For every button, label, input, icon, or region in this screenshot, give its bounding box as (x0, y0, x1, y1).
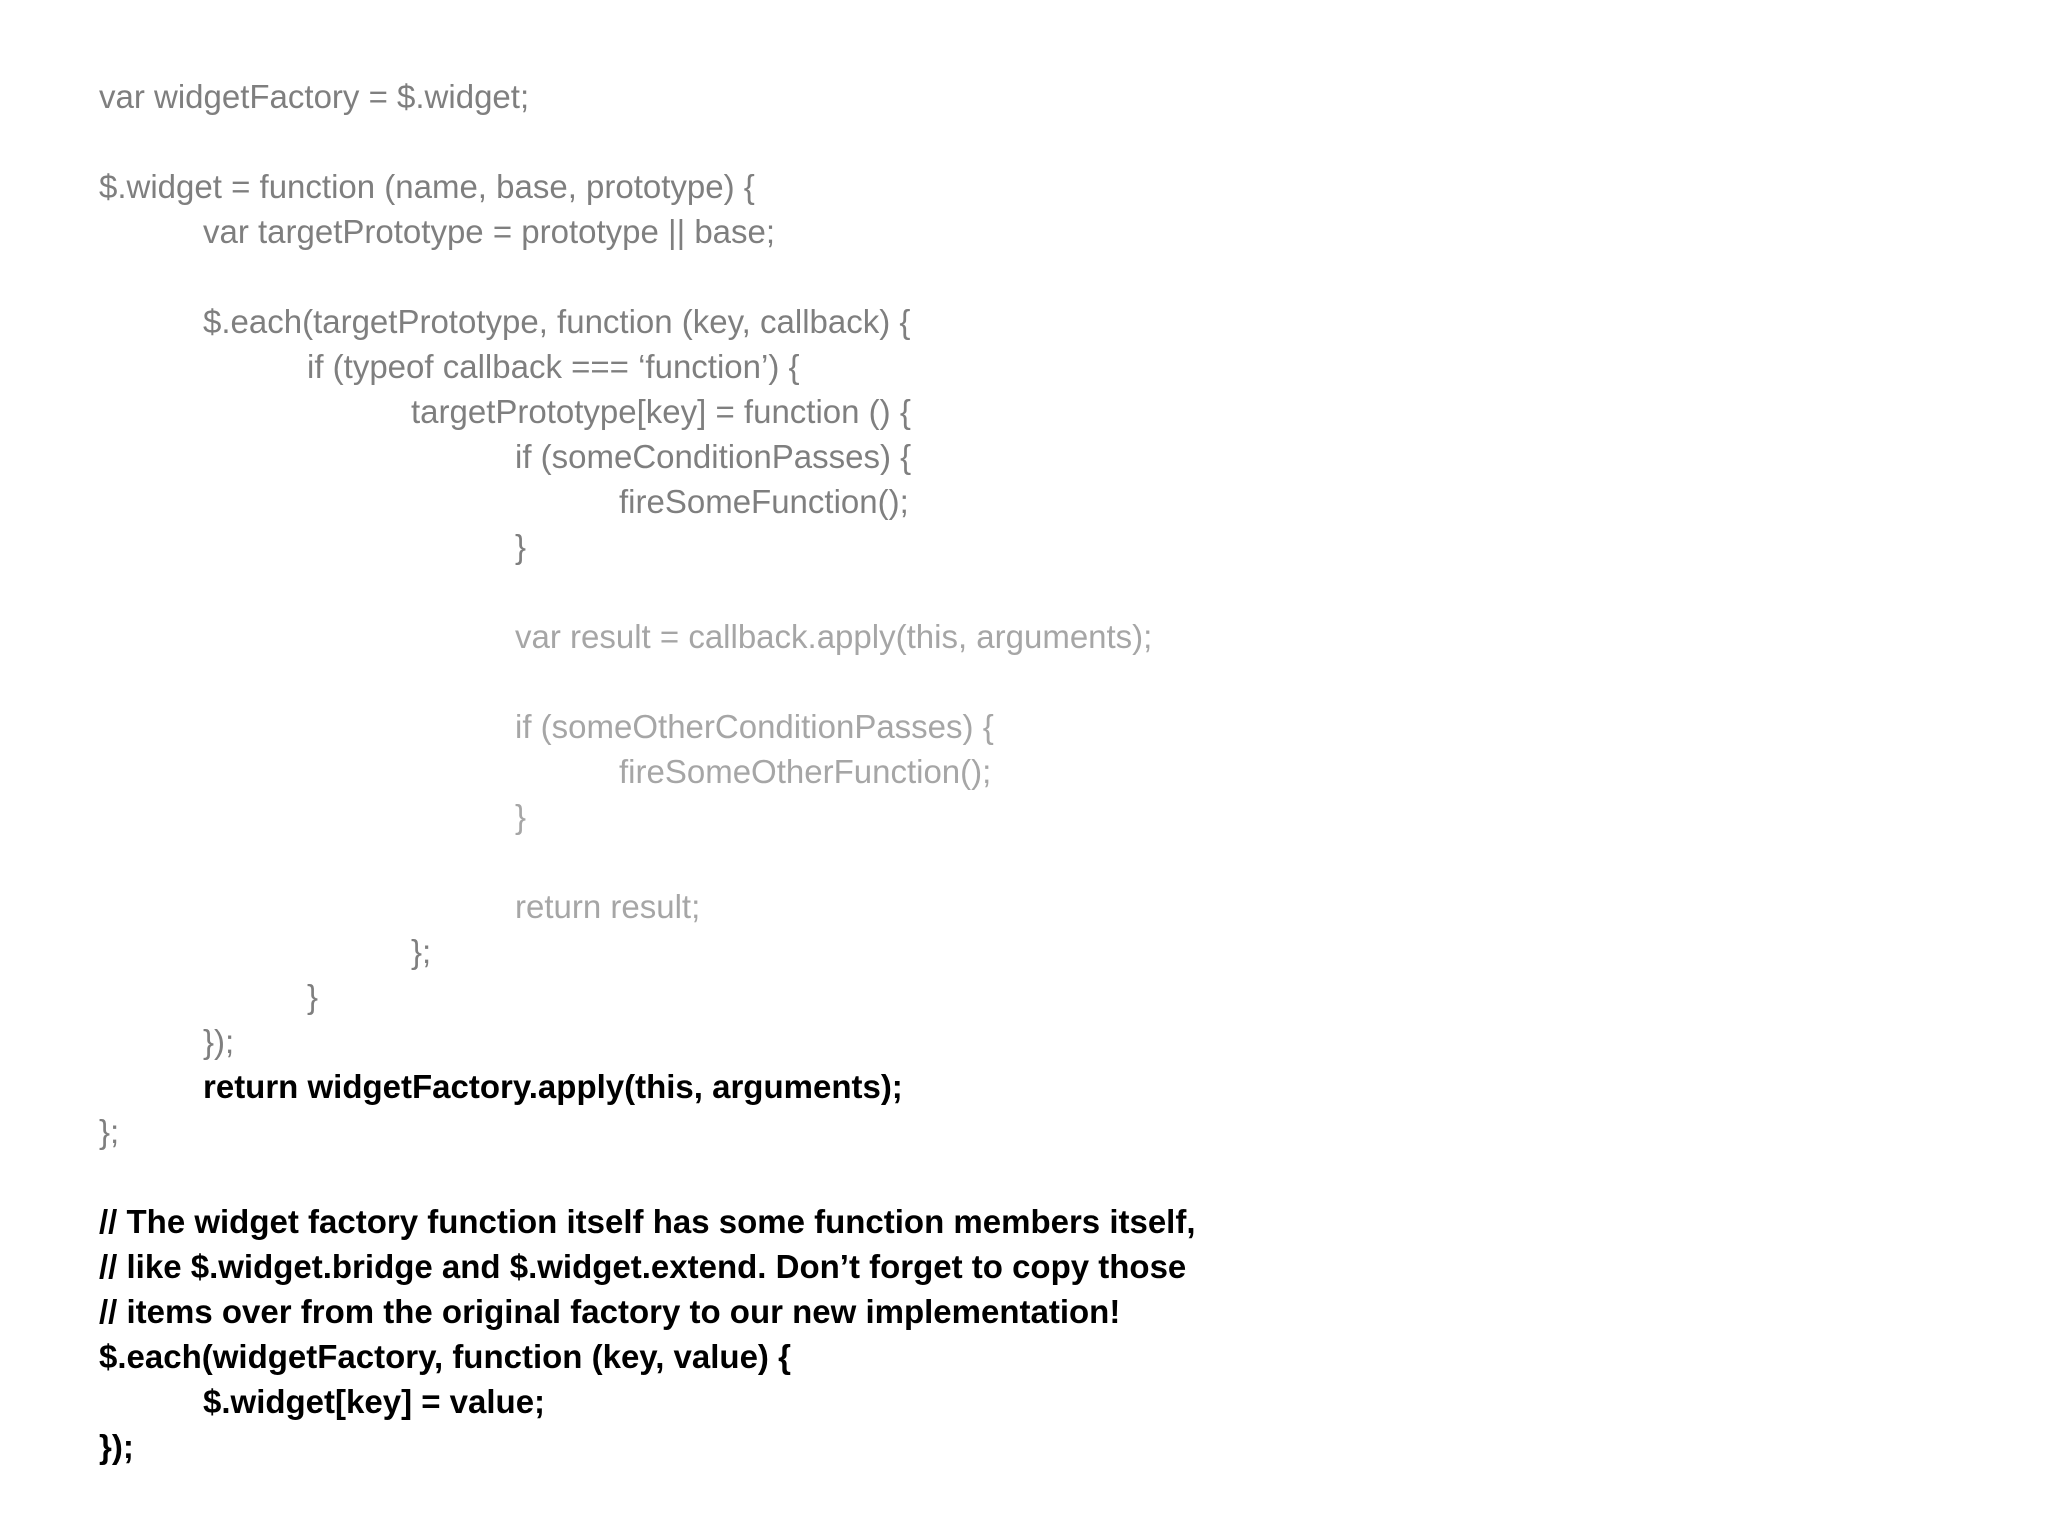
code-line: $.each(targetPrototype, function (key, callback) { (203, 303, 911, 340)
code-line: return result; (515, 888, 701, 925)
code-line: // The widget factory function itself has some function members itself, (99, 1203, 1196, 1240)
code-line: }; (99, 1113, 120, 1150)
code-line: var widgetFactory = $.widget; (99, 78, 530, 115)
code-line: // items over from the original factory to our new implementation! (99, 1293, 1121, 1330)
code-line: if (typeof callback === ‘function’) { (307, 348, 800, 385)
code-line (99, 659, 1999, 704)
code-line: return widgetFactory.apply(this, arguments); (203, 1068, 903, 1105)
code-line: fireSomeFunction(); (619, 483, 909, 520)
code-line: $.widget[key] = value; (203, 1383, 546, 1420)
code-line: } (307, 978, 319, 1015)
code-block (99, 74, 1999, 1469)
code-line: var result = callback.apply(this, arguments); (515, 618, 1153, 655)
code-line: if (someConditionPasses) { (515, 438, 912, 475)
code-line: }); (99, 1428, 134, 1465)
code-line (99, 1154, 1999, 1199)
code-line (99, 119, 1999, 164)
code-line: } (515, 798, 527, 835)
code-line: fireSomeOtherFunction(); (619, 753, 992, 790)
code-line: $.each(widgetFactory, function (key, value) { (99, 1338, 791, 1375)
code-line: if (someOtherConditionPasses) { (515, 708, 994, 745)
code-line: var targetPrototype = prototype || base; (203, 213, 776, 250)
code-line: $.widget = function (name, base, prototype) { (99, 168, 755, 205)
code-line: }; (411, 933, 432, 970)
code-line: // like $.widget.bridge and $.widget.extend. Don’t forget to copy those (99, 1248, 1187, 1285)
code-line: targetPrototype[key] = function () { (411, 393, 911, 430)
code-line (99, 839, 1999, 884)
code-line (99, 254, 1999, 299)
code-line: }); (203, 1023, 235, 1060)
code-line: } (515, 528, 527, 565)
code-line (99, 569, 1999, 614)
